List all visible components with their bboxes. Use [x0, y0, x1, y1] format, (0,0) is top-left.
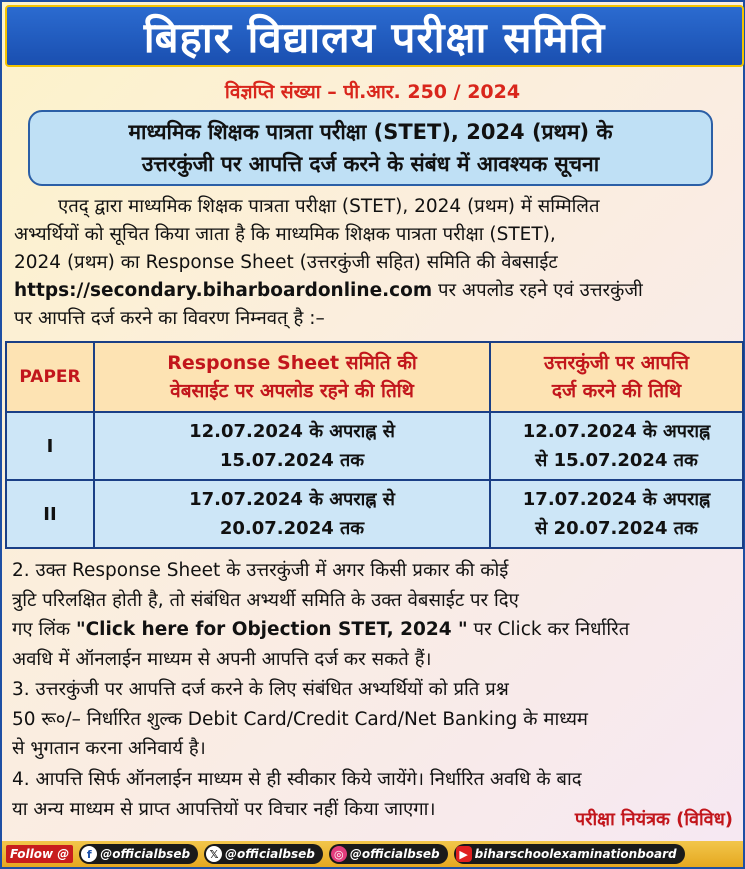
instagram-icon: ◎: [331, 846, 347, 862]
point-2-line: [12, 615, 738, 645]
youtube-handle-text: biharschoolexaminationboard: [474, 847, 677, 861]
social-footer: [2, 841, 743, 867]
point-3-line: से भुगतान करना अनिवार्य है।: [12, 738, 206, 759]
point-2-text: पर Click कर निर्धारित: [467, 619, 630, 640]
objection-link-text: "Click here for Objection STET, 2024 ": [75, 619, 468, 640]
subject-box: [28, 110, 713, 186]
notice-number: विज्ञप्ति संख्या – पी.आर. 250 / 2024: [224, 81, 521, 103]
subject-line-2: उत्तरकुंजी पर आपत्ति दर्ज करने के संबंध में आवश्यक सूचना: [141, 152, 600, 176]
table-header-row: [6, 342, 743, 412]
table-row: [6, 412, 743, 480]
intro-line: पर आपत्ति दर्ज करने का विवरण निम्नवत् है :–: [14, 308, 325, 329]
facebook-handle-text: @officialbseb: [100, 847, 191, 861]
point-4-line: 4. आपत्ति सिर्फ ऑनलाईन माध्यम से ही स्वीकार किये जायेंगे। निर्धारित अवधि के बाद: [12, 769, 582, 790]
point-2-line: अवधि में ऑनलाईन माध्यम से अपनी आपत्ति दर्ज कर सकते हैं।: [12, 648, 432, 670]
objection-date-line-2: से 20.07.2024 तक: [535, 518, 698, 539]
instagram-handle[interactable]: [329, 844, 448, 864]
intro-line-text: पर अपलोड रहने एवं उत्तरकुंजी: [432, 280, 643, 301]
intro-paragraph: [14, 193, 736, 333]
follow-label: Follow @: [6, 845, 73, 863]
point-4-line: या अन्य माध्यम से प्राप्त आपत्तियों पर विचार नहीं किया जाएगा।: [12, 798, 436, 820]
youtube-icon: ▶: [456, 846, 472, 862]
objection-date-cell: [490, 480, 743, 548]
header-objection-line-1: उत्तरकुंजी पर आपत्ति: [544, 352, 689, 374]
facebook-icon: f: [81, 846, 97, 862]
point-2-line: त्रुटि परिलक्षित होती है, तो संबंधित अभ्यर्थी समिति के उक्त वेबसाईट पर दिए: [12, 589, 519, 611]
instagram-handle-text: @officialbseb: [349, 847, 440, 861]
objection-date-line-2: से 15.07.2024 तक: [535, 450, 698, 471]
youtube-handle[interactable]: [454, 844, 685, 864]
upload-date-cell: [94, 480, 490, 548]
objection-date-line-1: 12.07.2024 के अपराह्न: [522, 421, 711, 442]
upload-date-line-2: 15.07.2024 तक: [219, 450, 365, 471]
header-banner: [5, 5, 744, 67]
x-icon: 𝕏: [206, 846, 222, 862]
x-handle-text: @officialbseb: [225, 847, 315, 861]
upload-date-line-1: 12.07.2024 के अपराह्न से: [189, 421, 395, 442]
point-3-line: 50 रू०/– निर्धारित शुल्क Debit Card/Credit Card/Net Banking के माध्यम: [12, 708, 588, 730]
header-objection-date: [490, 342, 743, 412]
website-link[interactable]: https://secondary.biharboardonline.com: [14, 280, 433, 301]
board-title: बिहार विद्यालय परीक्षा समिति: [143, 12, 606, 62]
point-3: [12, 675, 738, 764]
intro-line: एतद् द्वारा माध्यमिक शिक्षक पात्रता परीक्षा (STET), 2024 (प्रथम) में सम्मिलित: [58, 196, 600, 217]
upload-date-line-1: 17.07.2024 के अपराह्न से: [189, 489, 395, 510]
header-upload-line-2: वेबसाईट पर अपलोड रहने की तिथि: [170, 380, 414, 402]
paper-cell: I: [6, 412, 94, 480]
header-upload-date: [94, 342, 490, 412]
facebook-handle[interactable]: [79, 844, 198, 864]
intro-line: [14, 277, 736, 305]
header-objection-line-2: दर्ज करने की तिथि: [551, 380, 682, 402]
objection-date-cell: [490, 412, 743, 480]
table-row: [6, 480, 743, 548]
schedule-table: [5, 341, 744, 549]
upload-date-line-2: 20.07.2024 तक: [219, 518, 365, 539]
objection-date-line-1: 17.07.2024 के अपराह्न: [522, 489, 711, 510]
subject-line-1: माध्यमिक शिक्षक पात्रता परीक्षा (STET), 2024 (प्रथम) के: [128, 120, 613, 144]
point-3-line: 3. उत्तरकुंजी पर आपत्ति दर्ज करने के लिए संबंधित अभ्यर्थियों को प्रति प्रश्न: [12, 679, 509, 700]
x-handle[interactable]: [204, 844, 323, 864]
header-paper: PAPER: [6, 342, 94, 412]
intro-line: 2024 (प्रथम) का Response Sheet (उत्तरकुंजी सहित) समिति की वेबसाईट: [14, 252, 558, 273]
paper-cell: II: [6, 480, 94, 548]
signature-controller: परीक्षा नियंत्रक (विविध): [574, 809, 733, 830]
point-2: [12, 556, 738, 674]
intro-line: अभ्यर्थियों को सूचित किया जाता है कि माध्यमिक शिक्षक पात्रता परीक्षा (STET),: [14, 224, 556, 245]
upload-date-cell: [94, 412, 490, 480]
point-2-line: 2. उक्त Response Sheet के उत्तरकुंजी में अगर किसी प्रकार की कोई: [12, 560, 509, 581]
header-upload-line-1: Response Sheet समिति की: [167, 352, 417, 374]
point-2-text: गए लिंक: [12, 619, 76, 640]
